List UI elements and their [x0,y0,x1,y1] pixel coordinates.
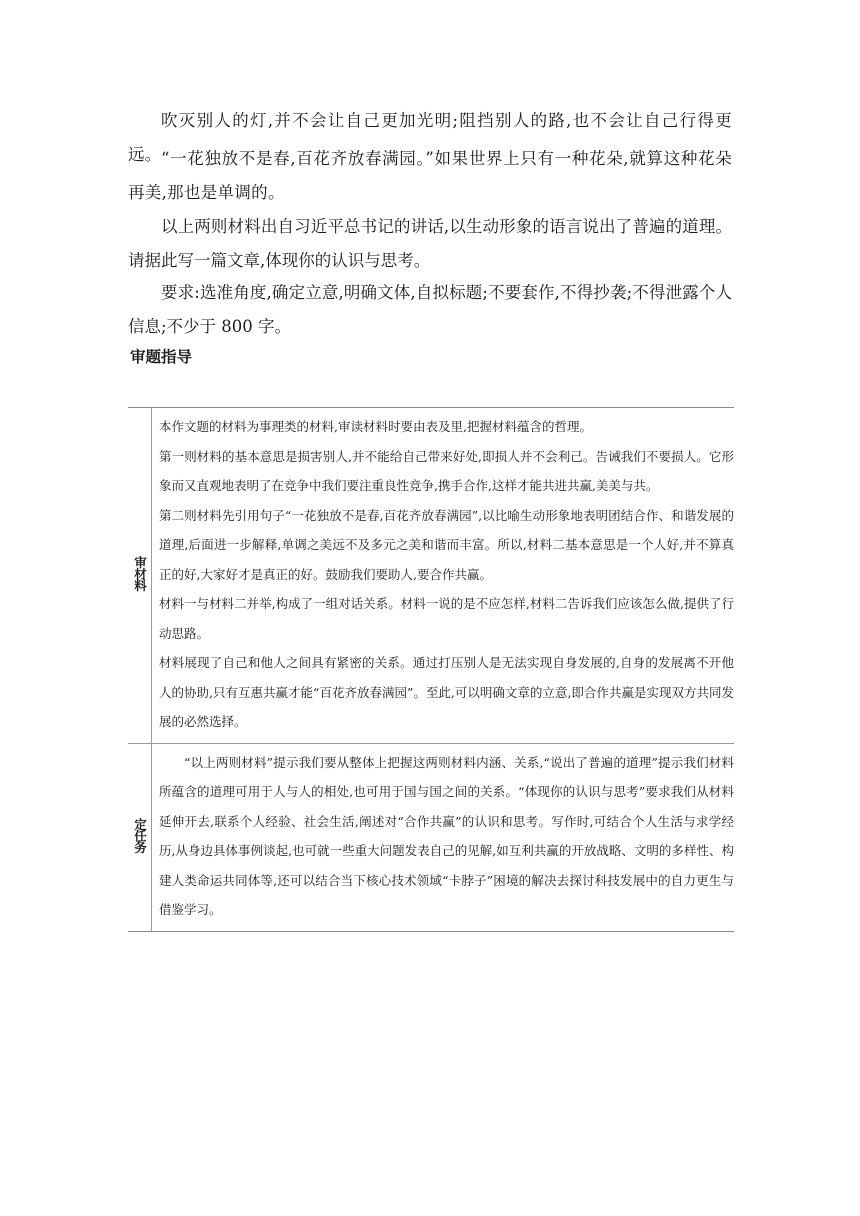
task-analysis: “以上两则材料”提示我们要从整体上把握这两则材料内涵、关系,“说出了普遍的道理”提示我们材料所蕴含的道理可用于人与人的相处,也可用于国与国之间的关系。“体现你的认识与思考”要求我们从材料延伸开去,联系个人经验、社会生活,阐述对“合作共赢”的认识和思考。写作时,可结合个人生活与求学经历,从身边具体事例谈起,也可就一些重大问题发表自己的见解,如互利共赢的开放战略、文明的多样性、构建人类命运共同体等,还可以结合当下核心技术领域“卡脖子”困境的解决去探讨科技发展中的自力更生与借鉴学习。 [159,754,734,917]
row-content-material [152,408,735,744]
instruction-paragraph: 以上两则材料出自习近平总书记的讲话,以生动形象的语言说出了普遍的道理。请据此写一篇文章,体现你的认识与思考。 [128,217,732,270]
material-analysis-5: 材料展现了自己和他人之间具有紧密的关系。通过打压别人是无法实现自身发展的,自身的发展离不开他人的协助,只有互惠共赢才能“百花齐放春满园”。至此,可以明确文章的立意,即合作共赢是实现双方共同发展的必然选择。 [159,655,734,729]
material-analysis-2: 第一则材料的基本意思是损害别人,并不能给自己带来好处,即损人并不会利己。告诫我们不要损人。它形象而又直观地表明了在竞争中我们要注重良性竞争,携手合作,这样才能共进共赢,美美与共。 [159,448,734,493]
material-paragraph-2: “一花独放不是春,百花齐放春满园。”如果世界上只有一种花朵,就算这种花朵再美,那也是单调的。 [128,149,732,202]
table-row-material [128,408,734,744]
row-label-cell [128,743,152,931]
material-analysis-3: 第二则材料先引用句子“一花独放不是春,百花齐放春满园”,以比喻生动形象地表明团结合作、和谐发展的道理,后面进一步解释,单调之美远不及多元之美和谐而丰富。所以,材料二基本意思是一个人好,并不算真正的好,大家好才是真正的好。鼓励我们要助人,要合作共赢。 [159,507,734,582]
row-label-material: 审材料 [132,556,148,591]
row-content-task [152,743,735,931]
guide-table [128,407,734,932]
row-label-task: 定任务 [132,817,148,853]
material-paragraph-1: 吹灭别人的灯,并不会让自己更加光明;阻挡别人的路,也不会让自己行得更远。 [128,111,732,164]
section-heading: 审题指导 [130,348,193,366]
requirement-paragraph: 要求:选准角度,确定立意,明确文体,自拟标题;不要套作,不得抄袭;不得泄露个人信息;不少于 800 字。 [128,283,732,336]
material-analysis-1: 本作文题的材料为事理类的材料,审读材料时要由表及里,把握材料蕴含的哲理。 [159,419,592,434]
material-analysis-4: 材料一与材料二并举,构成了一组对话关系。材料一说的是不应怎样,材料二告诉我们应该怎么做,提供了行动思路。 [159,596,734,641]
table-row-task [128,743,734,931]
row-label-cell [128,408,152,744]
